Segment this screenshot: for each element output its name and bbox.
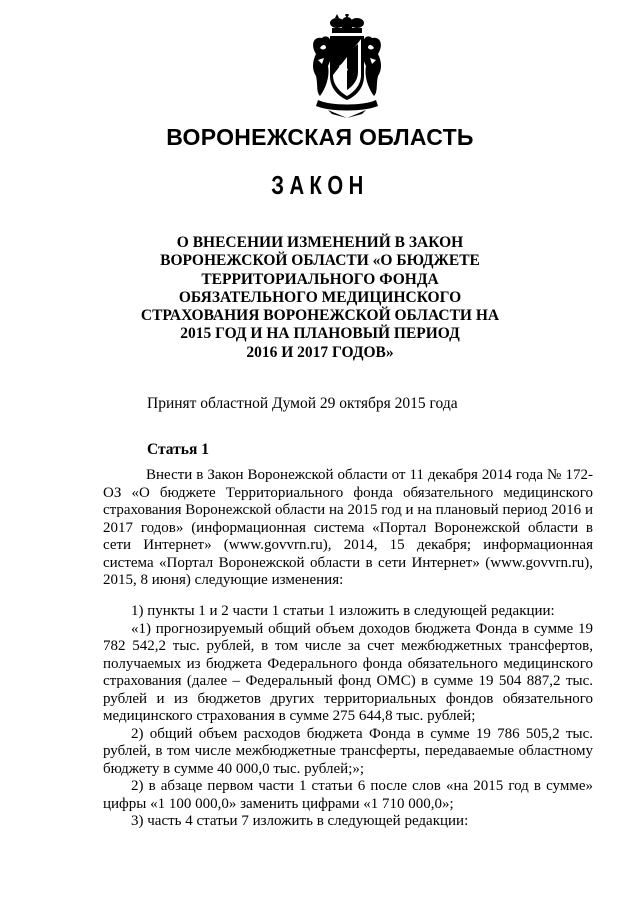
law-title-line: ТЕРРИТОРИАЛЬНОГО ФОНДА [201, 270, 439, 288]
amendment-item: «1) прогнозируемый общий объем доходов бюджета Фонда в сумме 19 782 542,2 тыс. рублей, в том числе за счет межбюджетных трансфертов, получаемых из бюджета Федерального фонда обязательного медицинского страхования (далее – Федеральный фонд ОМС) в сумме 19 504 887,2 тыс. рублей и из бюджетов других территориальных фондов обязательного медицинского страхования в сумме 275 644,8 тыс. рублей; [103, 620, 593, 724]
coat-of-arms-emblem [306, 14, 388, 118]
law-title-line: ОБЯЗАТЕЛЬНОГО МЕДИЦИНСКОГО [178, 288, 462, 306]
law-title [90, 234, 550, 362]
article-intro-paragraph: Внести в Закон Воронежской области от 11 декабря 2014 года № 172-ОЗ «О бюджете Территориального фонда обязательного медицинского страхования Воронежской области на 2015 год и на плановый период 2016 и 2017 годов» (информационная система «Портал Воронежской области в сети Интернет» (www.govvrn.ru), 2014, 15 декабря; информационная система «Портал Воронежской области в сети Интернет» (www.govvrn.ru), 2015, 8 июня) следующие изменения: [103, 467, 593, 588]
adoption-date-line: Принят областной Думой 29 октября 2015 года [147, 395, 458, 412]
law-title-line: О ВНЕСЕНИИ ИЗМЕНЕНИЙ В ЗАКОН [176, 234, 464, 251]
amendment-item: 1) пункты 1 и 2 части 1 статьи 1 изложить в следующей редакции: [131, 603, 555, 619]
amendment-item: 3) часть 4 статьи 7 изложить в следующей редакции: [131, 813, 469, 829]
region-title: ВОРОНЕЖСКАЯ ОБЛАСТЬ [166, 124, 474, 150]
law-title-line: 2016 И 2017 ГОДОВ» [246, 343, 394, 361]
amendments-list [103, 603, 593, 831]
law-title-line: ВОРОНЕЖСКОЙ ОБЛАСТИ «О БЮДЖЕТЕ [160, 252, 480, 270]
amendment-item: 2) в абзаце первом части 1 статьи 6 после слов «на 2015 год в сумме» цифры «1 100 000,0» заменить цифрами «1 710 000,0»; [103, 778, 593, 812]
document-type-heading: ЗАКОН [271, 170, 369, 200]
amendment-item: 2) общий объем расходов бюджета Фонда в сумме 19 786 505,2 тыс. рублей, в том числе межбюджетные трансферты, передаваемые областному бюджету в сумме 40 000,0 тыс. рублей;»; [103, 725, 593, 777]
law-title-line: СТРАХОВАНИЯ ВОРОНЕЖСКОЙ ОБЛАСТИ НА [140, 307, 500, 325]
law-title-line: 2015 ГОД И НА ПЛАНОВЫЙ ПЕРИОД [180, 325, 460, 343]
article-heading: Статья 1 [147, 441, 209, 458]
